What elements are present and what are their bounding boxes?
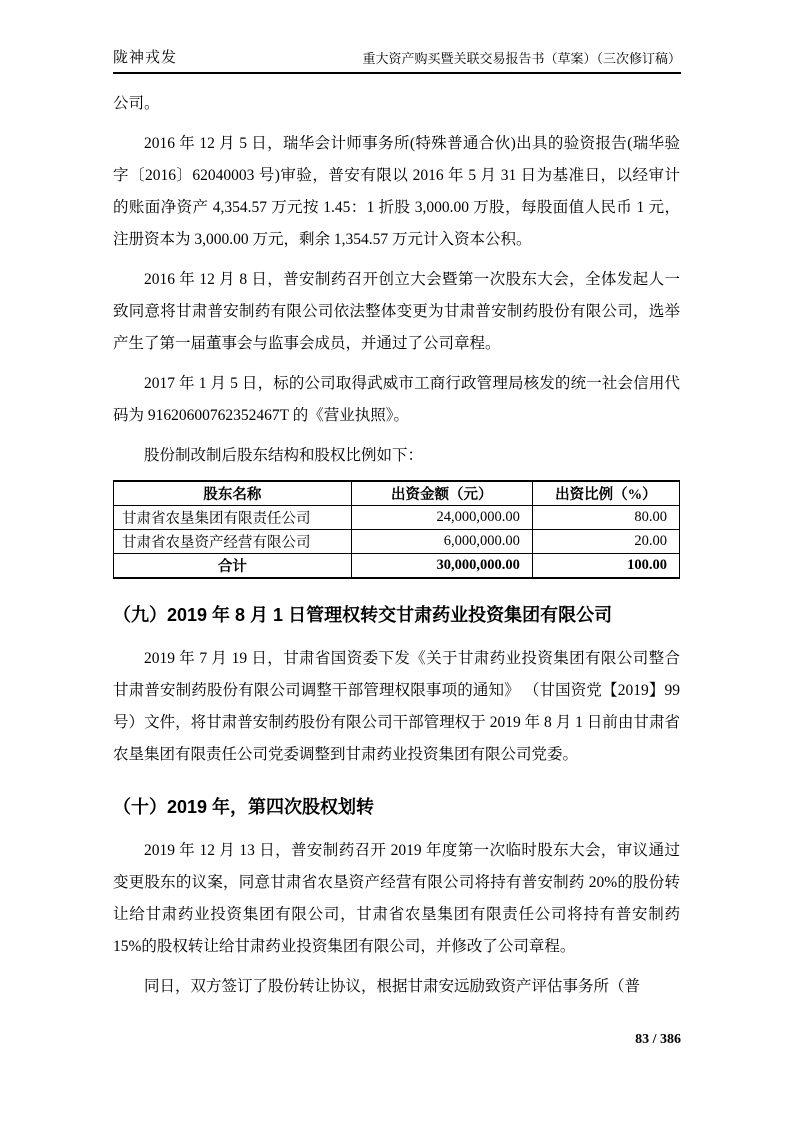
header-company-name: 陇神戎发 xyxy=(113,50,178,66)
paragraph-founding-meeting: 2016 年 12 月 8 日，普安制药召开创立大会暨第一次股东大会，全体发起人一致同意将甘肃普安制药有限公司依法整体变更为甘肃普安制药股份有限公司，选举产生了第一届董事会与监事会成员，并通过了公司章程。 xyxy=(113,271,680,352)
capital-amount-cell: 24,000,000.00 xyxy=(351,506,532,530)
table-total-row xyxy=(114,554,680,579)
column-header-shareholder-name: 股东名称 xyxy=(114,481,352,506)
shareholder-name-cell: 甘肃省农垦资产经营有限公司 xyxy=(114,530,352,554)
table-row xyxy=(114,530,680,554)
table-row xyxy=(114,481,680,506)
capital-amount-cell: 6,000,000.00 xyxy=(351,530,532,554)
total-label-cell: 合计 xyxy=(114,554,352,579)
paragraph-table-intro: 股份制改制后股东结构和股权比例如下： xyxy=(144,447,424,464)
section-heading-nine: （九）2019 年 8 月 1 日管理权转交甘肃药业投资集团有限公司 xyxy=(113,605,613,625)
paragraph-management-transfer: 2019 年 7 月 19 日，甘肃省国资委下发《关于甘肃药业投资集团有限公司整合甘肃普安制药股份有限公司调整干部管理权限事项的通知》 （甘国资党【2019】99 号）文件，将甘肃普安制药股份有限公司干部管理权于 2019 年 8 月 1 日前由甘肃省农垦集团有限责任公司党委调整到甘肃药业投资集团有限公司党委。 xyxy=(113,650,680,763)
capital-ratio-cell: 20.00 xyxy=(532,530,679,554)
page-number: 83 / 386 xyxy=(635,1032,681,1047)
page-header xyxy=(113,46,681,74)
paragraph-capital-verification: 2016 年 12 月 5 日，瑞华会计师事务所(特殊普通合伙)出具的验资报告(瑞华验字〔2016〕62040003 号)审验，普安有限以 2016 年 5 月 31 日为基准日，以经审计的账面净资产 4,354.57 万元按 1.45：1 折股 3,000.00 万股，每股面值人民币 1 元，注册资本为 3,000.00 万元，剩余 1,354.57 万元计入资本公积。 xyxy=(113,135,680,248)
column-header-capital-ratio: 出资比例（%） xyxy=(532,481,679,506)
page-footer xyxy=(635,1032,681,1048)
shareholder-structure-table xyxy=(113,480,680,579)
header-report-title: 重大资产购买暨关联交易报告书（草案）（三次修订稿） xyxy=(362,51,681,66)
paragraph-business-license: 2017 年 1 月 5 日，标的公司取得武威市工商行政管理局核发的统一社会信用代码为 91620600762352467T 的《营业执照》。 xyxy=(113,375,680,424)
paragraph-equity-transfer: 2019 年 12 月 13 日，普安制药召开 2019 年度第一次临时股东大会，审议通过变更股东的议案，同意甘肃省农垦资产经营有限公司将持有普安制药 20%的股份转让给甘肃药业投资集团有限公司，甘肃省农垦集团有限责任公司将持有普安制药 15%的股权转让给甘肃药业投资集团有限公司，并修改了公司章程。 xyxy=(113,842,680,955)
total-ratio-cell: 100.00 xyxy=(532,554,679,579)
paragraph-transfer-agreement: 同日，双方签订了股份转让协议，根据甘肃安远励致资产评估事务所（普 xyxy=(144,978,641,995)
total-amount-cell: 30,000,000.00 xyxy=(351,554,532,579)
page-content xyxy=(113,88,680,1011)
shareholder-name-cell: 甘肃省农垦集团有限责任公司 xyxy=(114,506,352,530)
capital-ratio-cell: 80.00 xyxy=(532,506,679,530)
section-heading-ten: （十）2019 年，第四次股权划转 xyxy=(113,797,375,817)
column-header-capital-amount: 出资金额（元） xyxy=(351,481,532,506)
table-row xyxy=(114,506,680,530)
table-header-row xyxy=(114,481,680,506)
paragraph-continuation: 公司。 xyxy=(113,95,160,112)
